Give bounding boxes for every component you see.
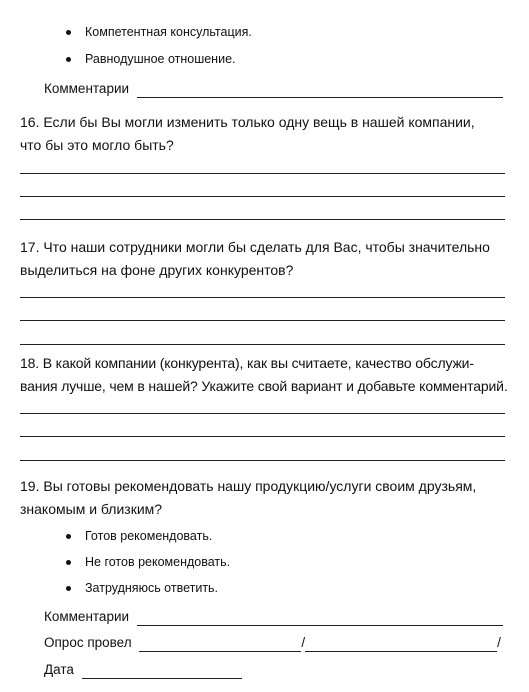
question-16-line-1: 16. Если бы Вы могли изменить только одну вещь в нашей компании,	[20, 114, 475, 130]
date-field[interactable]	[44, 661, 242, 679]
question-19-line-1: 19. Вы готовы рекомендовать нашу продукцию/услуги своим друзьям,	[20, 478, 477, 494]
answer-line[interactable]	[20, 297, 505, 298]
question-16	[20, 111, 510, 157]
separator-slash: /	[301, 635, 306, 650]
date-label: Дата	[44, 662, 74, 677]
surveyor-name-line[interactable]	[139, 637, 301, 652]
question-18-line-2: вания лучше, чем в нашей? Укажите свой вариант и добавьте комментарий.	[20, 378, 508, 394]
answer-line[interactable]	[20, 219, 505, 220]
question-17-line-2: выделиться на фоне других конкурентов?	[20, 262, 294, 278]
footer-comment-field[interactable]	[44, 608, 503, 626]
bullet-icon	[66, 560, 71, 565]
answer-line[interactable]	[20, 436, 505, 437]
answer-line[interactable]	[20, 413, 505, 414]
footer-comment-label: Комментарии	[44, 609, 130, 624]
option-text: Не готов рекомендовать.	[85, 555, 231, 569]
option-text: Затрудняюсь ответить.	[85, 581, 219, 595]
option-item	[66, 580, 218, 596]
answer-line[interactable]	[20, 196, 505, 197]
bullet-icon	[66, 57, 71, 62]
surveyor-signature-line[interactable]	[305, 637, 497, 652]
question-17	[20, 236, 510, 282]
bullet-icon	[66, 534, 71, 539]
question-18-line-1: 18. В какой компании (конкурента), как вы считаете, качество обслужи-	[20, 355, 474, 371]
footer-comment-line[interactable]	[137, 611, 503, 626]
list-item-text: Равнодушное отношение.	[85, 52, 236, 66]
separator-slash: /	[497, 635, 501, 650]
question-19-line-2: знакомым и близким?	[20, 501, 163, 517]
option-item	[66, 528, 212, 544]
answer-line[interactable]	[20, 460, 505, 461]
survey-conducted-label: Опрос провел	[44, 635, 132, 650]
question-16-line-2: что бы это могло быть?	[20, 137, 174, 153]
question-18	[20, 352, 510, 398]
list-item-text: Компетентная консультация.	[85, 25, 252, 39]
answer-line[interactable]	[20, 173, 505, 174]
question-17-line-1: 17. Что наши сотрудники могли бы сделать для Вас, чтобы значительно	[20, 239, 490, 255]
option-text: Готов рекомендовать.	[85, 529, 213, 543]
bullet-icon	[66, 30, 71, 35]
survey-conducted-field[interactable]	[44, 634, 501, 652]
list-item	[66, 24, 252, 40]
question-19	[20, 475, 510, 521]
answer-line[interactable]	[20, 320, 505, 321]
comment-answer-line[interactable]	[137, 83, 503, 98]
bullet-icon	[66, 586, 71, 591]
answer-line[interactable]	[20, 344, 505, 345]
date-line[interactable]	[82, 664, 242, 679]
comment-label: Комментарии	[44, 81, 130, 96]
option-item	[66, 554, 230, 570]
list-item	[66, 51, 236, 67]
comment-field[interactable]	[44, 80, 503, 98]
